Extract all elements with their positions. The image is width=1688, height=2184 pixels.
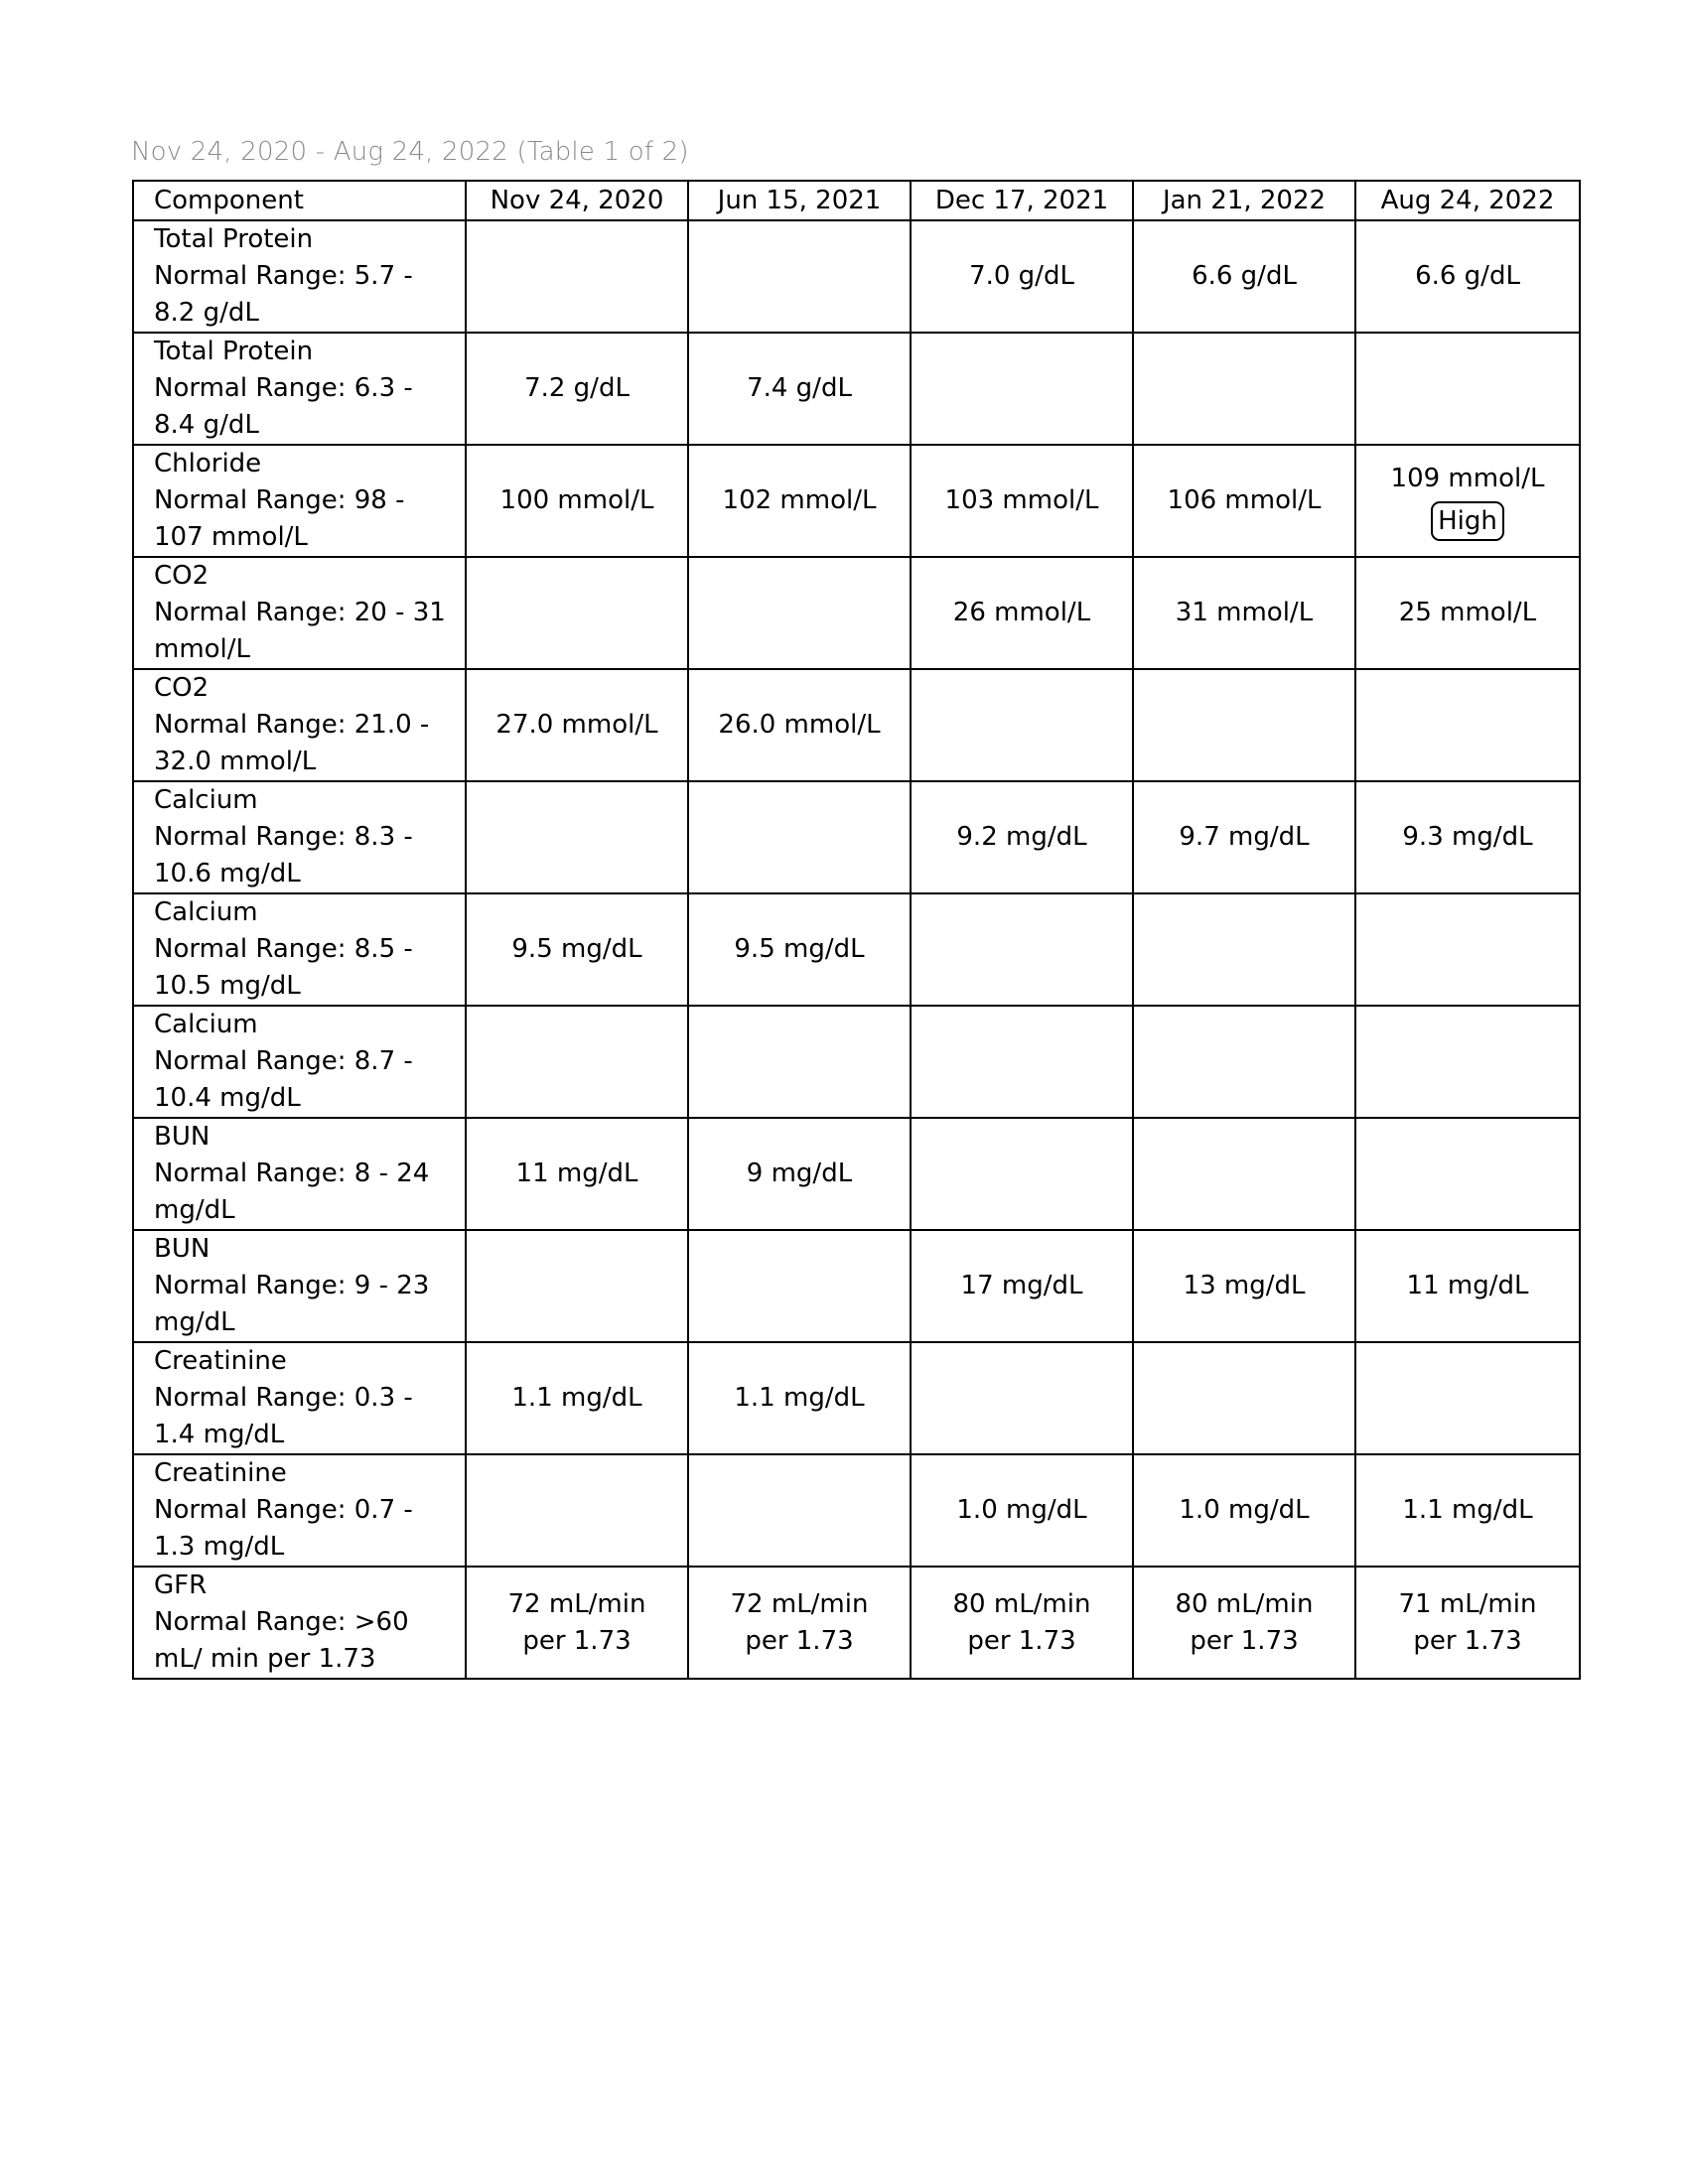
result-value: 31 mmol/L [1175,598,1314,627]
result-value: 9.3 mg/dL [1402,822,1533,852]
normal-range: Normal Range: 21.0 - 32.0 mmol/L [154,710,430,776]
result-cell [688,1230,911,1342]
result-cell [466,1454,688,1567]
result-cell [688,557,911,669]
component-name: Calcium [154,785,258,815]
result-cell [911,557,1133,669]
lab-results-table [132,180,1581,1680]
result-cell [1133,893,1355,1006]
table-body [133,220,1580,1679]
component-name: Total Protein [154,337,314,366]
component-cell [133,781,466,893]
component-cell [133,1230,466,1342]
normal-range: Normal Range: 20 - 31 mmol/L [154,598,446,664]
component-cell [133,333,466,445]
result-cell [688,669,911,781]
result-cell [688,333,911,445]
component-name: Chloride [154,449,262,478]
result-value: 100 mmol/L [499,485,654,515]
component-cell [133,557,466,669]
result-value: 80 mL/min per 1.73 [1175,1588,1314,1656]
result-value: 71 mL/min per 1.73 [1398,1588,1537,1656]
result-cell [1133,1230,1355,1342]
component-name: CO2 [154,561,210,591]
normal-range: Normal Range: 8 - 24 mg/dL [154,1159,430,1225]
normal-range: Normal Range: >60 mL/ min per 1.73 [154,1607,409,1674]
result-cell [911,1342,1133,1454]
table-row [133,445,1580,557]
result-value: 9 mg/dL [746,1159,853,1188]
table-row [133,893,1580,1006]
component-name: Creatinine [154,1458,287,1488]
result-value: 27.0 mmol/L [495,710,658,740]
result-value: 106 mmol/L [1167,485,1322,515]
result-cell [688,220,911,333]
component-name: BUN [154,1122,211,1152]
result-value: 1.0 mg/dL [956,1495,1087,1525]
result-value: 103 mmol/L [944,485,1099,515]
component-name: CO2 [154,673,210,703]
table-row [133,1342,1580,1454]
component-cell [133,893,466,1006]
result-cell [688,1342,911,1454]
result-value: 6.6 g/dL [1415,261,1520,291]
component-name: GFR [154,1570,208,1600]
component-name: Total Protein [154,224,314,254]
result-cell [688,1567,911,1679]
column-header-date: Jun 15, 2021 [688,181,911,220]
normal-range: Normal Range: 6.3 - 8.4 g/dL [154,373,413,440]
result-cell [688,893,911,1006]
normal-range: Normal Range: 8.3 - 10.6 mg/dL [154,822,413,888]
component-name: Calcium [154,1010,258,1039]
result-cell [1355,669,1580,781]
component-name: BUN [154,1234,211,1264]
result-cell [1355,893,1580,1006]
component-cell [133,1006,466,1118]
result-cell [1355,220,1580,333]
result-cell [688,1118,911,1230]
result-cell [1133,557,1355,669]
normal-range: Normal Range: 5.7 - 8.2 g/dL [154,261,413,328]
result-value: 9.2 mg/dL [956,822,1087,852]
component-name: Calcium [154,897,258,927]
component-cell [133,1118,466,1230]
table-header-row [133,181,1580,220]
result-cell [1355,333,1580,445]
normal-range: Normal Range: 8.7 - 10.4 mg/dL [154,1046,413,1113]
table-row [133,1118,1580,1230]
table-row [133,1567,1580,1679]
column-header-date: Dec 17, 2021 [911,181,1133,220]
result-cell [1355,1342,1580,1454]
normal-range: Normal Range: 0.3 - 1.4 mg/dL [154,1383,413,1449]
result-cell [1133,669,1355,781]
result-value: 9.5 mg/dL [734,934,865,964]
result-value: 80 mL/min per 1.73 [952,1588,1091,1656]
normal-range: Normal Range: 9 - 23 mg/dL [154,1271,430,1337]
result-cell [1133,220,1355,333]
result-value: 26 mmol/L [952,598,1091,627]
component-cell [133,1454,466,1567]
result-cell [466,333,688,445]
result-value: 11 mg/dL [1406,1271,1529,1300]
result-cell [466,1006,688,1118]
result-cell [911,1006,1133,1118]
result-cell [466,1567,688,1679]
result-cell [1355,1118,1580,1230]
result-value: 26.0 mmol/L [718,710,881,740]
result-value: 9.5 mg/dL [511,934,642,964]
result-cell [466,1230,688,1342]
result-cell [1355,1230,1580,1342]
result-cell [1133,445,1355,557]
result-cell [466,669,688,781]
result-cell [1355,557,1580,669]
result-cell [466,1118,688,1230]
result-cell [911,669,1133,781]
result-value: 17 mg/dL [960,1271,1083,1300]
result-cell [1133,333,1355,445]
normal-range: Normal Range: 0.7 - 1.3 mg/dL [154,1495,413,1562]
result-cell [1355,1006,1580,1118]
result-value: 102 mmol/L [722,485,877,515]
result-value: 1.0 mg/dL [1179,1495,1310,1525]
column-header-date: Aug 24, 2022 [1355,181,1580,220]
normal-range: Normal Range: 8.5 - 10.5 mg/dL [154,934,413,1001]
high-flag-badge: High [1431,501,1504,541]
table-row [133,669,1580,781]
result-cell [466,557,688,669]
result-value: 6.6 g/dL [1192,261,1297,291]
normal-range: Normal Range: 98 - 107 mmol/L [154,485,405,552]
result-cell [688,1454,911,1567]
result-cell [1355,445,1580,557]
component-cell [133,669,466,781]
result-cell [1133,1567,1355,1679]
result-cell [1355,1454,1580,1567]
result-cell [911,1118,1133,1230]
result-value: 13 mg/dL [1183,1271,1306,1300]
result-cell [911,445,1133,557]
component-cell [133,1567,466,1679]
component-cell [133,220,466,333]
result-cell [688,445,911,557]
result-cell [911,1567,1133,1679]
table-row [133,557,1580,669]
column-header-component: Component [133,181,466,220]
result-cell [466,781,688,893]
column-header-date: Nov 24, 2020 [466,181,688,220]
table-row [133,1230,1580,1342]
result-cell [466,445,688,557]
table-row [133,220,1580,333]
table-caption: Nov 24, 2020 - Aug 24, 2022 (Table 1 of 2) [131,137,689,167]
result-value: 9.7 mg/dL [1179,822,1310,852]
result-value: 72 mL/min per 1.73 [507,1588,646,1656]
result-value: 72 mL/min per 1.73 [730,1588,869,1656]
result-cell [1133,1118,1355,1230]
result-value: 1.1 mg/dL [734,1383,865,1413]
result-value: 7.4 g/dL [747,373,852,403]
result-value: 11 mg/dL [515,1159,638,1188]
result-value: 1.1 mg/dL [511,1383,642,1413]
result-cell [688,1006,911,1118]
result-cell [911,1230,1133,1342]
result-value: 7.0 g/dL [969,261,1074,291]
result-cell [911,781,1133,893]
component-name: Creatinine [154,1346,287,1376]
result-cell [688,781,911,893]
table-row [133,781,1580,893]
table-row [133,1006,1580,1118]
result-cell [911,893,1133,1006]
result-value: 1.1 mg/dL [1402,1495,1533,1525]
table-row [133,333,1580,445]
table-row [133,1454,1580,1567]
result-cell [911,333,1133,445]
result-cell [1355,1567,1580,1679]
result-cell [1133,1342,1355,1454]
component-cell [133,1342,466,1454]
result-value: 109 mmol/L [1390,464,1545,493]
result-cell [1133,781,1355,893]
result-cell [911,220,1133,333]
result-cell [911,1454,1133,1567]
result-cell [466,893,688,1006]
result-cell [466,1342,688,1454]
result-value: 25 mmol/L [1398,598,1537,627]
column-header-date: Jan 21, 2022 [1133,181,1355,220]
result-cell [466,220,688,333]
component-cell [133,445,466,557]
result-cell [1355,781,1580,893]
result-value: 7.2 g/dL [524,373,630,403]
result-cell [1133,1454,1355,1567]
result-cell [1133,1006,1355,1118]
